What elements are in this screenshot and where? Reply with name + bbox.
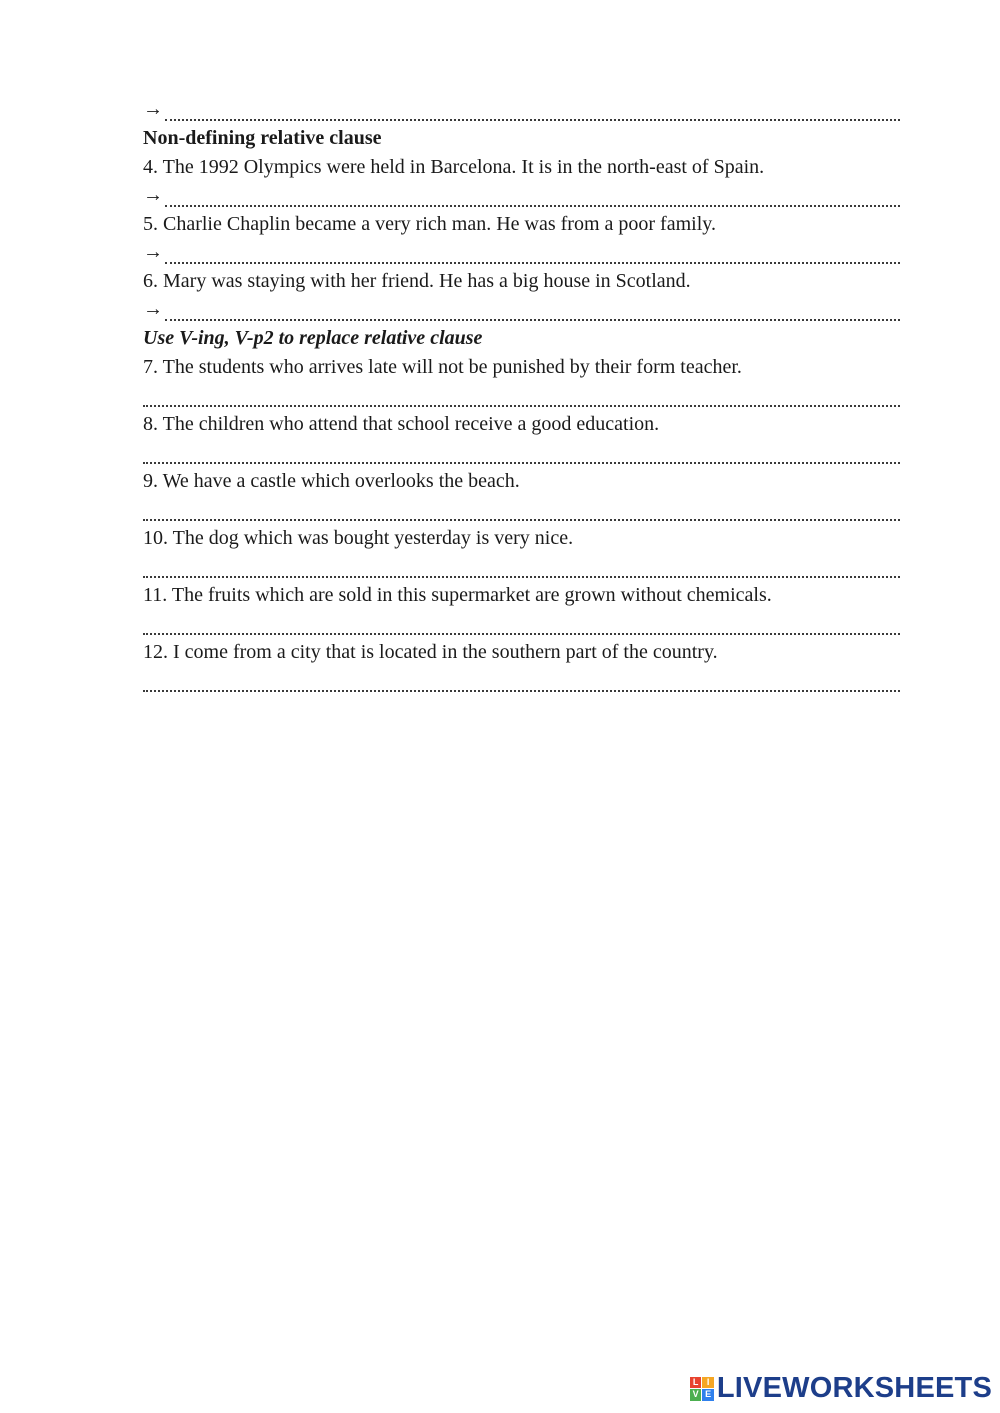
answer-dotted-line[interactable]	[165, 244, 900, 264]
question-12: 12. I come from a city that is located in the southern part of the country.	[143, 641, 718, 663]
question-4: 4. The 1992 Olympics were held in Barcelona. It is in the north-east of Spain.	[143, 156, 765, 178]
answer-dotted-line[interactable]	[143, 615, 900, 635]
question-11: 11. The fruits which are sold in this supermarket are grown without chemicals.	[143, 584, 772, 606]
liveworksheets-logo-icon	[690, 1377, 714, 1401]
question-10: 10. The dog which was bought yesterday is very nice.	[143, 527, 574, 549]
answer-line-8[interactable]	[143, 438, 900, 467]
liveworksheets-brand[interactable]	[690, 1372, 992, 1405]
question-6: 6. Mary was staying with her friend. He has a big house in Scotland.	[143, 270, 691, 292]
logo-letter-e: E	[702, 1389, 714, 1401]
answer-line-5[interactable]	[143, 238, 900, 267]
answer-line-7[interactable]	[143, 381, 900, 410]
answer-line-10[interactable]	[143, 552, 900, 581]
question-7: 7. The students who arrives late will not be punished by their form teacher.	[143, 356, 742, 378]
answer-dotted-line[interactable]	[143, 501, 900, 521]
answer-arrow: →	[143, 298, 163, 320]
logo-letter-i: I	[702, 1377, 714, 1389]
answer-dotted-line[interactable]	[143, 558, 900, 578]
answer-line-9[interactable]	[143, 495, 900, 524]
question-9: 9. We have a castle which overlooks the beach.	[143, 470, 520, 492]
section-heading-ving-vp2: Use V-ing, V-p2 to replace relative clause	[143, 327, 483, 349]
answer-line-3[interactable]	[143, 95, 900, 124]
answer-dotted-line[interactable]	[143, 444, 900, 464]
answer-line-11[interactable]	[143, 609, 900, 638]
answer-dotted-line[interactable]	[165, 101, 900, 121]
worksheet-page	[143, 95, 900, 695]
answer-dotted-line[interactable]	[143, 672, 900, 692]
answer-line-4[interactable]	[143, 181, 900, 210]
answer-dotted-line[interactable]	[143, 387, 900, 407]
question-5: 5. Charlie Chaplin became a very rich man. He was from a poor family.	[143, 213, 716, 235]
brand-name: LIVEWORKSHEETS	[716, 1372, 992, 1404]
answer-arrow: →	[143, 184, 163, 206]
question-8: 8. The children who attend that school receive a good education.	[143, 413, 660, 435]
answer-line-12[interactable]	[143, 666, 900, 695]
logo-letter-l: L	[690, 1377, 702, 1389]
logo-letter-v: V	[690, 1389, 702, 1401]
answer-dotted-line[interactable]	[165, 301, 900, 321]
section-heading-non-defining: Non-defining relative clause	[143, 127, 382, 149]
answer-arrow: →	[143, 98, 163, 120]
answer-dotted-line[interactable]	[165, 187, 900, 207]
answer-arrow: →	[143, 241, 163, 263]
answer-line-6[interactable]	[143, 295, 900, 324]
